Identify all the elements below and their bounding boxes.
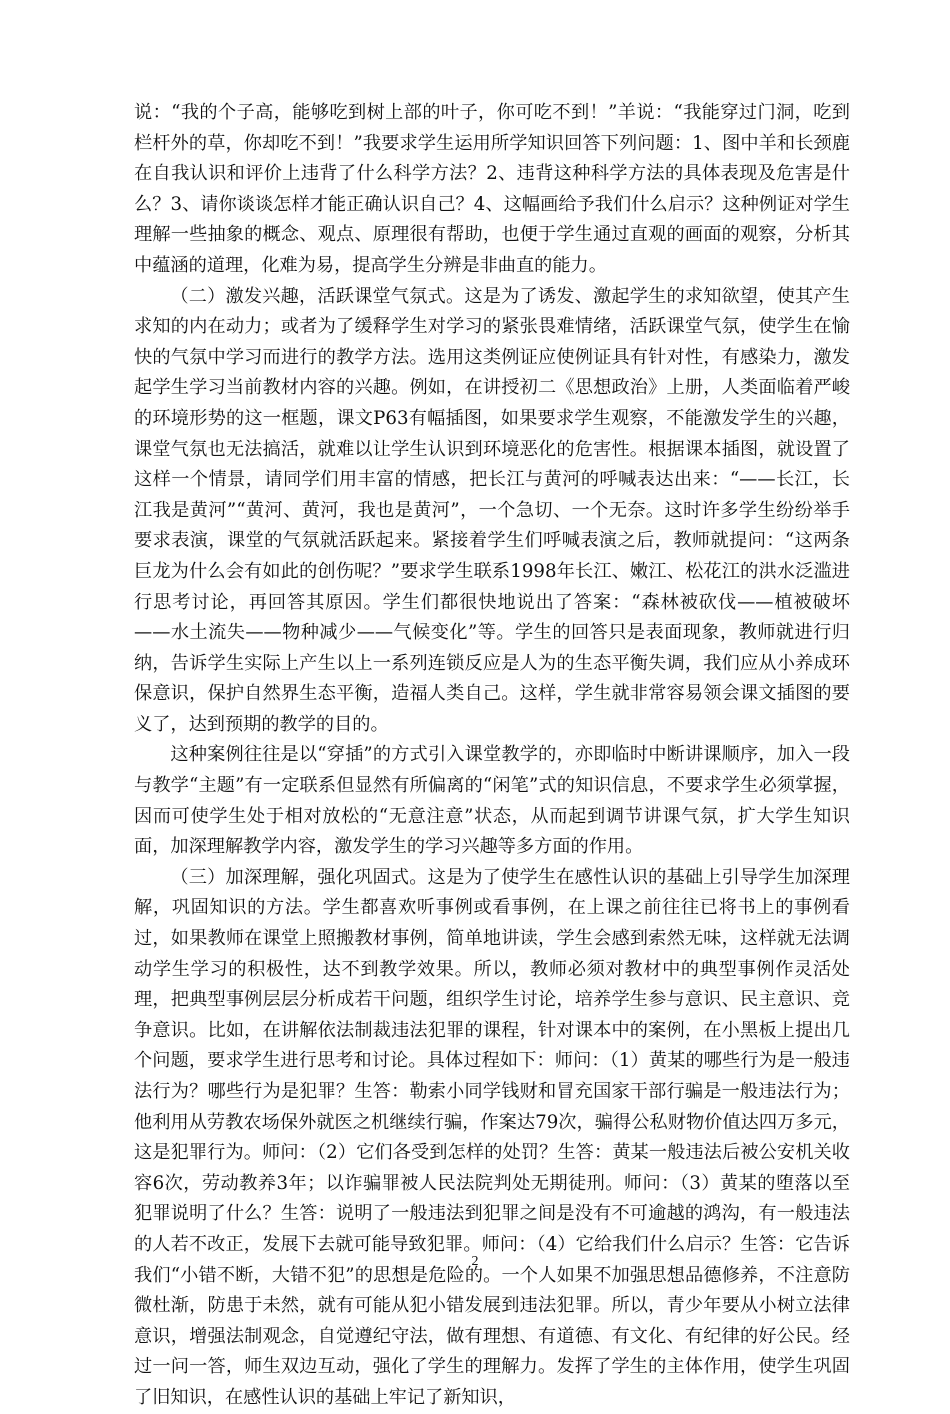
page-number: 2 [471, 1254, 479, 1269]
body-text [134, 98, 850, 1414]
paragraph-2: （二）激发兴趣，活跃课堂气氛式。这是为了诱发、激起学生的求知欲望，使其产生求知的内在动力；或者为了缓释学生对学习的紧张畏难情绪，活跃课堂气氛，使学生在愉快的气氛中学习而进行的教学方法。选用这类例证应使例证具有针对性，有感染力，激发起学生学习当前教材内容的兴趣。例如，在讲授初二《思想政治》上册，人类面临着严峻的环境形势的这一框题，课文P63有幅插图，如果要求学生观察，不能激发学生的兴趣，课堂气氛也无法搞活，就难以让学生认识到环境恶化的危害性。根据课本插图，就设置了这样一个情景，请同学们用丰富的情感，把长江与黄河的呼喊表达出来：“——长江，长江我是黄河”“黄河、黄河，我也是黄河”，一个急切、一个无奈。这时许多学生纷纷举手要求表演，课堂的气氛就活跃起来。紧接着学生们呼喊表演之后，教师就提问：“这两条巨龙为什么会有如此的创伤呢？”要求学生联系1998年长江、嫩江、松花江的洪水泛滥进行思考讨论，再回答其原因。学生们都很快地说出了答案：“森林被砍伐——植被破坏——水土流失——物种减少——气候变化”等。学生的回答只是表面现象，教师就进行归纳，告诉学生实际上产生以上一系列连锁反应是人为的生态平衡失调，我们应从小养成环保意识，保护自然界生态平衡，造福人类自己。这样，学生就非常容易领会课文插图的要义了，达到预期的教学的目的。 [134, 285, 850, 735]
paragraph-4: （三）加深理解，强化巩固式。这是为了使学生在感性认识的基础上引导学生加深理解，巩固知识的方法。学生都喜欢听事例或看事例，在上课之前往往已将书上的事例看过，如果教师在课堂上照搬教材事例，简单地讲读，学生会感到索然无味，这样就无法调动学生学习的积极性，达不到教学效果。所以，教师必须对教材中的典型事例作灵活处理，把典型事例层层分析成若干问题，组织学生讨论，培养学生参与意识、民主意识、竞争意识。比如，在讲解依法制裁违法犯罪的课程，针对课本中的案例，在小黑板上提出几个问题，要求学生进行思考和讨论。具体过程如下：师问：（1）黄某的哪些行为是一般违法行为？哪些行为是犯罪？生答：勒索小同学钱财和冒充国家干部行骗是一般违法行为；他利用从劳教农场保外就医之机继续行骗，作案达79次，骗得公私财物价值达四万多元，这是犯罪行为。师问：（2）它们各受到怎样的处罚？生答：黄某一般违法后被公安机关收容6次，劳动教养3年；以诈骗罪被人民法院判处无期徒刑。师问：（3）黄某的堕落以至犯罪说明了什么？生答：说明了一般违法到犯罪之间是没有不可逾越的鸿沟，有一般违法的人若不改正，发展下去就可能导致犯罪。师问：（4）它给我们什么启示？生答：它告诉我们“小错不断，大错不犯”的思想是危险的。一个人如果不加强思想品德修养，不注意防微杜渐，防患于未然，就有可能从犯小错发展到违法犯罪。所以，青少年要从小树立法律意识，增强法制观念，自觉遵纪守法，做有理想、有道德、有文化、有纪律的好公民。经过一问一答，师生双边互动，强化了学生的理解力。发挥了学生的主体作用，使学生巩固了旧知识，在感性认识的基础上牢记了新知识， [134, 866, 850, 1408]
paragraph-3: 这种案例往往是以“穿插”的方式引入课堂教学的，亦即临时中断讲课顺序，加入一段与教学“主题”有一定联系但显然有所偏离的“闲笔”式的知识信息，不要求学生必须掌握，因而可使学生处于相对放松的“无意注意”状态，从而起到调节讲课气氛，扩大学生知识面，加深理解教学内容，激发学生的学习兴趣等多方面的作用。 [134, 744, 850, 858]
paragraph-1: 说：“我的个子高，能够吃到树上部的叶子，你可吃不到！”羊说：“我能穿过门洞，吃到栏杆外的草，你却吃不到！”我要求学生运用所学知识回答下列问题：1、图中羊和长颈鹿在自我认识和评价上违背了什么科学方法？2、违背这种科学方法的具体表现及危害是什么？3、请你谈谈怎样才能正确认识自己？4、这幅画给予我们什么启示？这种例证对学生理解一些抽象的概念、观点、原理很有帮助，也便于学生通过直观的画面的观察，分析其中蕴涵的道理，化难为易，提高学生分辨是非曲直的能力。 [134, 102, 850, 276]
